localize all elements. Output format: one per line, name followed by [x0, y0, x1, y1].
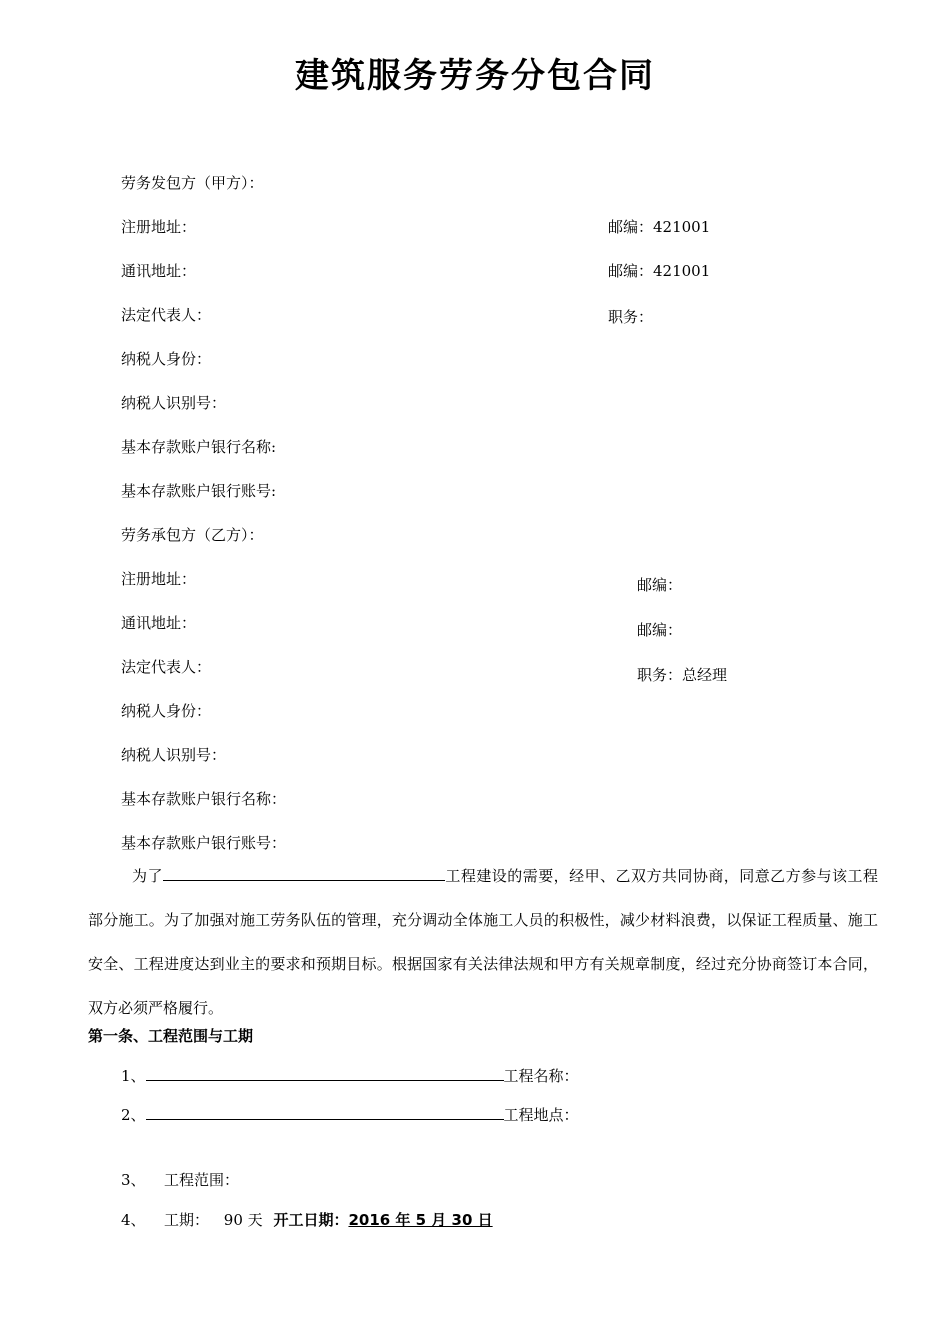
party-b-heading: 劳务承包方（乙方）：	[121, 526, 264, 544]
project-blank-line	[163, 866, 445, 881]
party-a-taxpayer-status: 纳税人身份：	[121, 350, 212, 368]
document-title: 建筑服务劳务分包合同	[295, 56, 655, 96]
party-b-comm-postcode: 邮编：	[637, 621, 683, 639]
article-1-item-3-label: 工程范围：	[164, 1171, 240, 1189]
intro-prefix: 为了	[132, 867, 163, 885]
party-a-heading: 劳务发包方（甲方）：	[121, 174, 264, 192]
article-1-item-4-number: 4、	[121, 1211, 146, 1229]
item-1-blank-line	[146, 1066, 504, 1081]
party-b-position: 职务：总经理	[637, 666, 728, 684]
item-1-label: 工程名称：	[503, 1067, 579, 1085]
party-b-taxpayer-id: 纳税人识别号：	[121, 746, 227, 764]
item-2-blank-line	[146, 1105, 504, 1120]
party-b-legal-rep: 法定代表人：	[121, 658, 212, 676]
item-4-days: 90 天	[223, 1211, 263, 1229]
article-1-heading: 第一条、工程范围与工期	[88, 1027, 254, 1045]
article-1-item-3-number: 3、	[121, 1171, 146, 1189]
party-a-position: 职务：	[608, 308, 654, 326]
start-date-label: 开工日期：	[273, 1211, 349, 1229]
party-b-bank-account: 基本存款账户银行账号：	[121, 834, 287, 852]
party-a-reg-postcode: 邮编：421001	[608, 218, 711, 236]
party-a-legal-rep: 法定代表人：	[121, 306, 212, 324]
party-a-bank-account: 基本存款账户银行账号:	[121, 482, 277, 500]
party-a-comm-postcode: 邮编：421001	[608, 262, 711, 280]
article-1-item-1	[121, 1066, 579, 1086]
item-1-number: 1、	[121, 1067, 146, 1085]
party-a-taxpayer-id: 纳税人识别号：	[121, 394, 227, 412]
party-a-comm-address: 通讯地址：	[121, 262, 197, 280]
intro-paragraph	[88, 854, 878, 1030]
party-b-reg-address: 注册地址：	[121, 570, 197, 588]
party-b-taxpayer-status: 纳税人身份：	[121, 702, 212, 720]
start-date-value: 2016 年 5 月 30 日	[348, 1211, 493, 1229]
article-1-item-4	[164, 1210, 493, 1230]
item-2-label: 工程地点：	[503, 1106, 579, 1124]
party-a-reg-address: 注册地址：	[121, 218, 197, 236]
party-b-reg-postcode: 邮编：	[637, 576, 683, 594]
party-b-comm-address: 通讯地址：	[121, 614, 197, 632]
party-a-bank-name: 基本存款账户银行名称:	[121, 438, 277, 456]
article-1-item-2	[121, 1105, 579, 1125]
item-4-label: 工期：	[164, 1211, 210, 1229]
party-b-bank-name: 基本存款账户银行名称：	[121, 790, 287, 808]
intro-text: 工程建设的需要，经甲、乙双方共同协商，同意乙方参与该工程部分施工。为了加强对施工劳务队伍的管理，充分调动全体施工人员的积极性，减少材料浪费，以保证工程质量、施工安全、工程进度达到业主的要求和预期目标。根据国家有关法律法规和甲方有关规章制度，经过充分协商签订本合同，双方必须严格履行。	[88, 867, 878, 1017]
item-2-number: 2、	[121, 1106, 146, 1124]
